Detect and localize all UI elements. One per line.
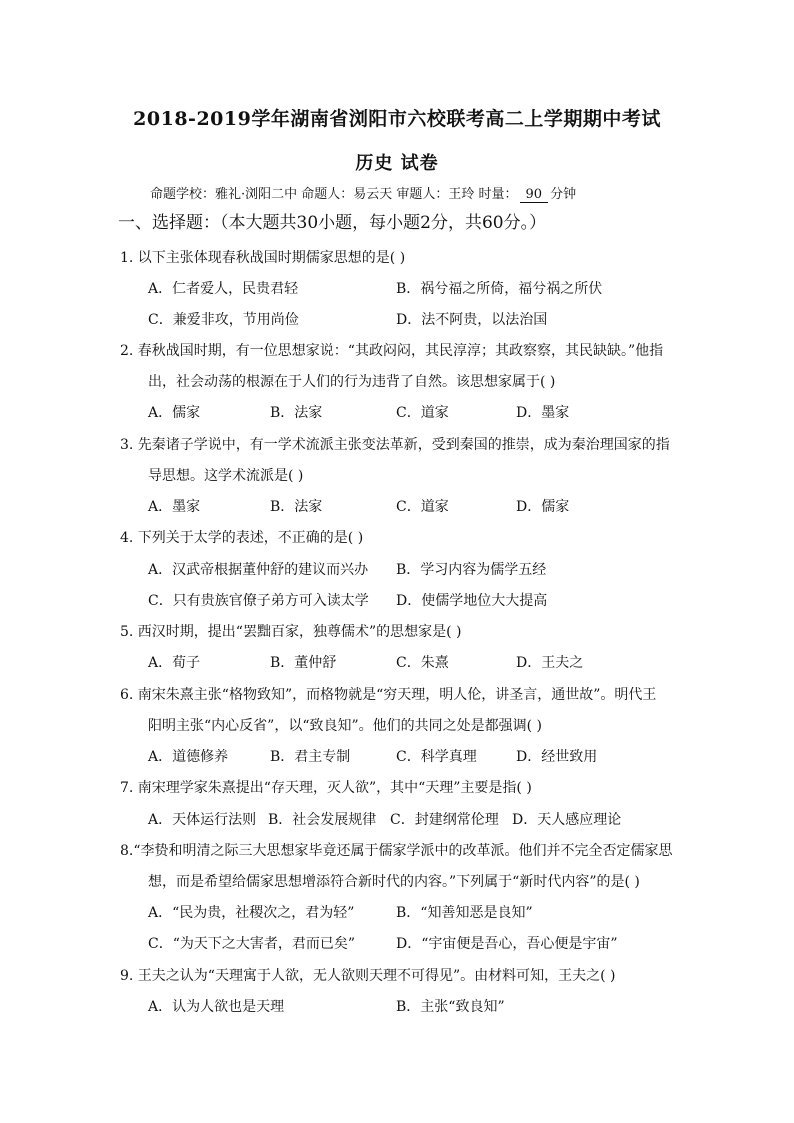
question-4-option-b: B．学习内容为儒学五经 bbox=[396, 562, 547, 578]
question-8-option-b: B．“知善知恶是良知” bbox=[396, 905, 533, 921]
question-8-stem: 8.“李贽和明清之际三大思想家毕竟还属于儒家学派中的改革派。他们并不完全否定儒家思 bbox=[120, 843, 673, 859]
question-3-option-a: A．墨家 bbox=[148, 499, 201, 515]
section-heading: 一、选择题：（本大题共30小题，每小题2分，共60分。） bbox=[118, 213, 547, 233]
question-3-stem: 3. 先秦诸子学说中，有一学术流派主张变法革新，受到秦国的推崇，成为秦治理国家的指 bbox=[120, 437, 670, 453]
question-7-stem: 7. 南宋理学家朱熹提出“存天理，灭人欲”，其中“天理”主要是指( ) bbox=[120, 780, 532, 796]
question-3-option-d: D．儒家 bbox=[516, 499, 570, 515]
meta-duration-unit: 分钟 bbox=[550, 187, 577, 202]
exam-title: 2018-2019学年湖南省浏阳市六校联考高二上学期期中考试 bbox=[133, 108, 661, 130]
question-7-option-c: C．封建纲常伦理 bbox=[390, 812, 499, 828]
exam-subtitle: 历史 试卷 bbox=[355, 153, 439, 174]
question-2-option-a: A．儒家 bbox=[148, 405, 201, 421]
question-4-option-c: C．只有贵族官僚子弟方可入读太学 bbox=[148, 593, 369, 609]
question-4-option-d: D．使儒学地位大大提高 bbox=[396, 593, 548, 609]
question-8-option-d: D．“宇宙便是吾心，吾心便是宇宙” bbox=[396, 936, 618, 952]
question-4-stem: 4. 下列关于太学的表述，不正确的是( ) bbox=[120, 530, 364, 546]
question-2-stem-cont: 出，社会动荡的根源在于人们的行为违背了自然。该思想家属于( ) bbox=[148, 374, 556, 390]
meta-duration: 90 bbox=[520, 187, 549, 203]
question-6-stem-cont: 阳明主张“内心反省”，以“致良知”。他们的共同之处是都强调( ) bbox=[148, 718, 543, 734]
exam-meta bbox=[150, 183, 576, 203]
question-1-option-d: D．法不阿贵，以法治国 bbox=[396, 312, 548, 328]
question-7-option-a: A．天体运行法则 bbox=[148, 812, 257, 828]
question-1-stem: 1. 以下主张体现春秋战国时期儒家思想的是( ) bbox=[120, 250, 406, 266]
question-8-stem-cont: 想，而是希望给儒家思想增添符合新时代的内容。”下列属于“新时代内容”的是( ) bbox=[148, 874, 640, 890]
question-8-option-a: A．“民为贵，社稷次之，君为轻” bbox=[148, 905, 355, 921]
question-3-stem-cont: 导思想。这学术流派是( ) bbox=[148, 468, 304, 484]
question-9-stem: 9. 王夫之认为“天理寓于人欲，无人欲则天理不可得见”。由材料可知，王夫之( ) bbox=[120, 968, 616, 984]
question-9-option-a: A．认为人欲也是天理 bbox=[148, 999, 285, 1015]
question-5-option-c: C．朱熹 bbox=[396, 655, 449, 671]
question-5-option-d: D．王夫之 bbox=[516, 655, 584, 671]
question-1-option-b: B．祸兮福之所倚，福兮祸之所伏 bbox=[396, 281, 603, 297]
question-2-stem: 2. 春秋战国时期，有一位思想家说：“其政闷闷，其民淳淳；其政察察，其民缺缺。”他指 bbox=[120, 343, 664, 359]
question-6-stem: 6. 南宋朱熹主张“格物致知”，而格物就是“穷天理，明人伦，讲圣言，通世故”。明代王 bbox=[120, 687, 657, 703]
question-5-stem: 5. 西汉时期，提出“罢黜百家，独尊儒术”的思想家是( ) bbox=[120, 624, 462, 640]
question-2-option-d: D．墨家 bbox=[516, 405, 570, 421]
question-6-option-b: B．君主专制 bbox=[270, 749, 351, 765]
question-8-option-c: C．“为天下之大害者，君而已矣” bbox=[148, 936, 356, 952]
question-9-option-b: B．主张“致良知” bbox=[396, 999, 505, 1015]
question-5-option-a: A．荀子 bbox=[148, 655, 201, 671]
question-6-option-d: D．经世致用 bbox=[516, 749, 598, 765]
question-6-option-c: C．科学真理 bbox=[396, 749, 477, 765]
question-2-option-b: B．法家 bbox=[270, 405, 323, 421]
question-4-option-a: A．汉武帝根据董仲舒的建议而兴办 bbox=[148, 562, 369, 578]
question-7-option-d: D．天人感应理论 bbox=[512, 812, 622, 828]
question-5-option-b: B．董仲舒 bbox=[270, 655, 337, 671]
question-3-option-c: C．道家 bbox=[396, 499, 449, 515]
question-7-option-b: B．社会发展规律 bbox=[268, 812, 377, 828]
question-2-option-c: C．道家 bbox=[396, 405, 449, 421]
question-1-option-a: A．仁者爱人，民贵君轻 bbox=[148, 281, 299, 297]
question-3-option-b: B．法家 bbox=[270, 499, 323, 515]
question-1-option-c: C．兼爱非攻，节用尚俭 bbox=[148, 312, 299, 328]
meta-info: 命题学校：雅礼·浏阳二中 命题人：易云天 审题人：王玲 时量： bbox=[150, 187, 518, 202]
question-6-option-a: A．道德修养 bbox=[148, 749, 229, 765]
